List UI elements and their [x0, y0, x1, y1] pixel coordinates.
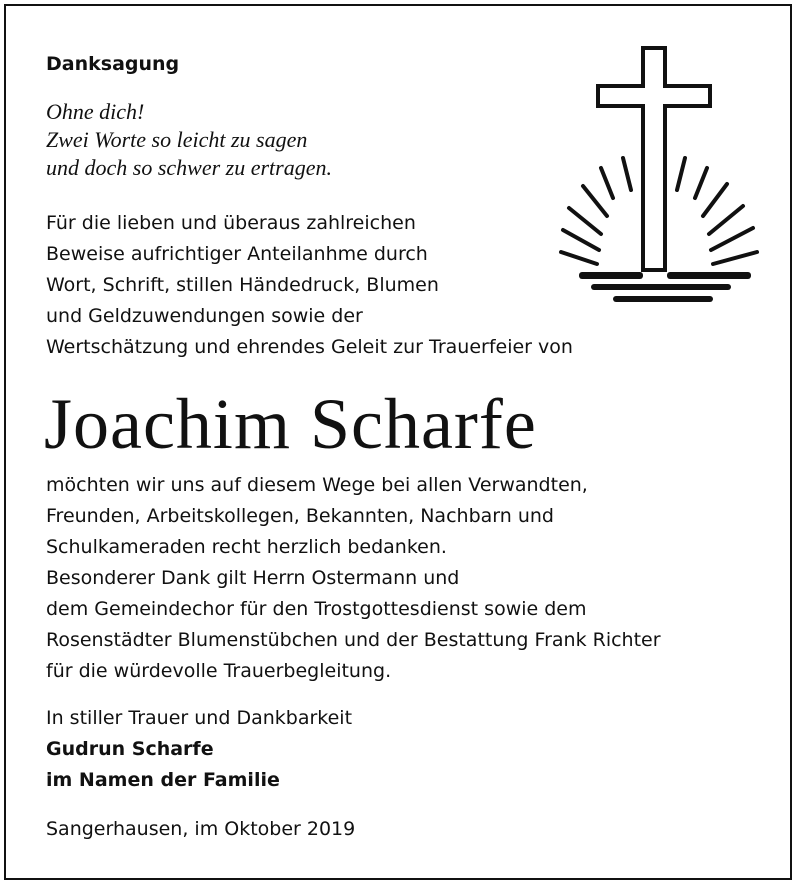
- thanks-line: Schulkameraden recht herzlich bedanken.: [46, 536, 447, 558]
- thanks-line: möchten wir uns auf diesem Wege bei allen Verwandten,: [46, 474, 588, 496]
- cross-sunrise-icon: [555, 40, 775, 310]
- poem: [46, 98, 332, 182]
- intro-line: Beweise aufrichtiger Anteilanhme durch: [46, 243, 428, 265]
- signatory-name: Gudrun Scharfe: [46, 738, 214, 760]
- poem-line: Zwei Worte so leicht zu sagen: [46, 127, 308, 152]
- place-date: Sangerhausen, im Oktober 2019: [46, 818, 356, 840]
- poem-line: Ohne dich!: [46, 99, 145, 124]
- thanks-line: Besonderer Dank gilt Herrn Ostermann und: [46, 567, 460, 589]
- thanks-line: für die würdevolle Trauerbegleitung.: [46, 660, 392, 682]
- water-lines: [579, 272, 751, 302]
- heading: Danksagung: [46, 53, 180, 75]
- closing-line: In stiller Trauer und Dankbarkeit: [46, 707, 353, 729]
- intro-paragraph: [46, 208, 573, 363]
- closing-block: [46, 703, 352, 796]
- signatory-note: im Namen der Familie: [46, 769, 280, 791]
- intro-line: Wort, Schrift, stillen Händedruck, Blumen: [46, 274, 439, 296]
- thanks-line: Rosenstädter Blumenstübchen und der Bestattung Frank Richter: [46, 629, 661, 651]
- cross-shape: [598, 48, 710, 270]
- thanks-line: dem Gemeindechor für den Trostgottesdienst sowie dem: [46, 598, 587, 620]
- intro-line: und Geldzuwendungen sowie der: [46, 305, 363, 327]
- poem-line: und doch so schwer zu ertragen.: [46, 155, 332, 180]
- intro-line: Für die lieben und überaus zahlreichen: [46, 212, 416, 234]
- thanks-line: Freunden, Arbeitskollegen, Bekannten, Nachbarn und: [46, 505, 554, 527]
- thanks-paragraph: [46, 470, 661, 687]
- sun-rays: [561, 158, 757, 264]
- deceased-name: Joachim Scharfe: [44, 384, 537, 464]
- intro-line: Wertschätzung und ehrendes Geleit zur Trauerfeier von: [46, 336, 573, 358]
